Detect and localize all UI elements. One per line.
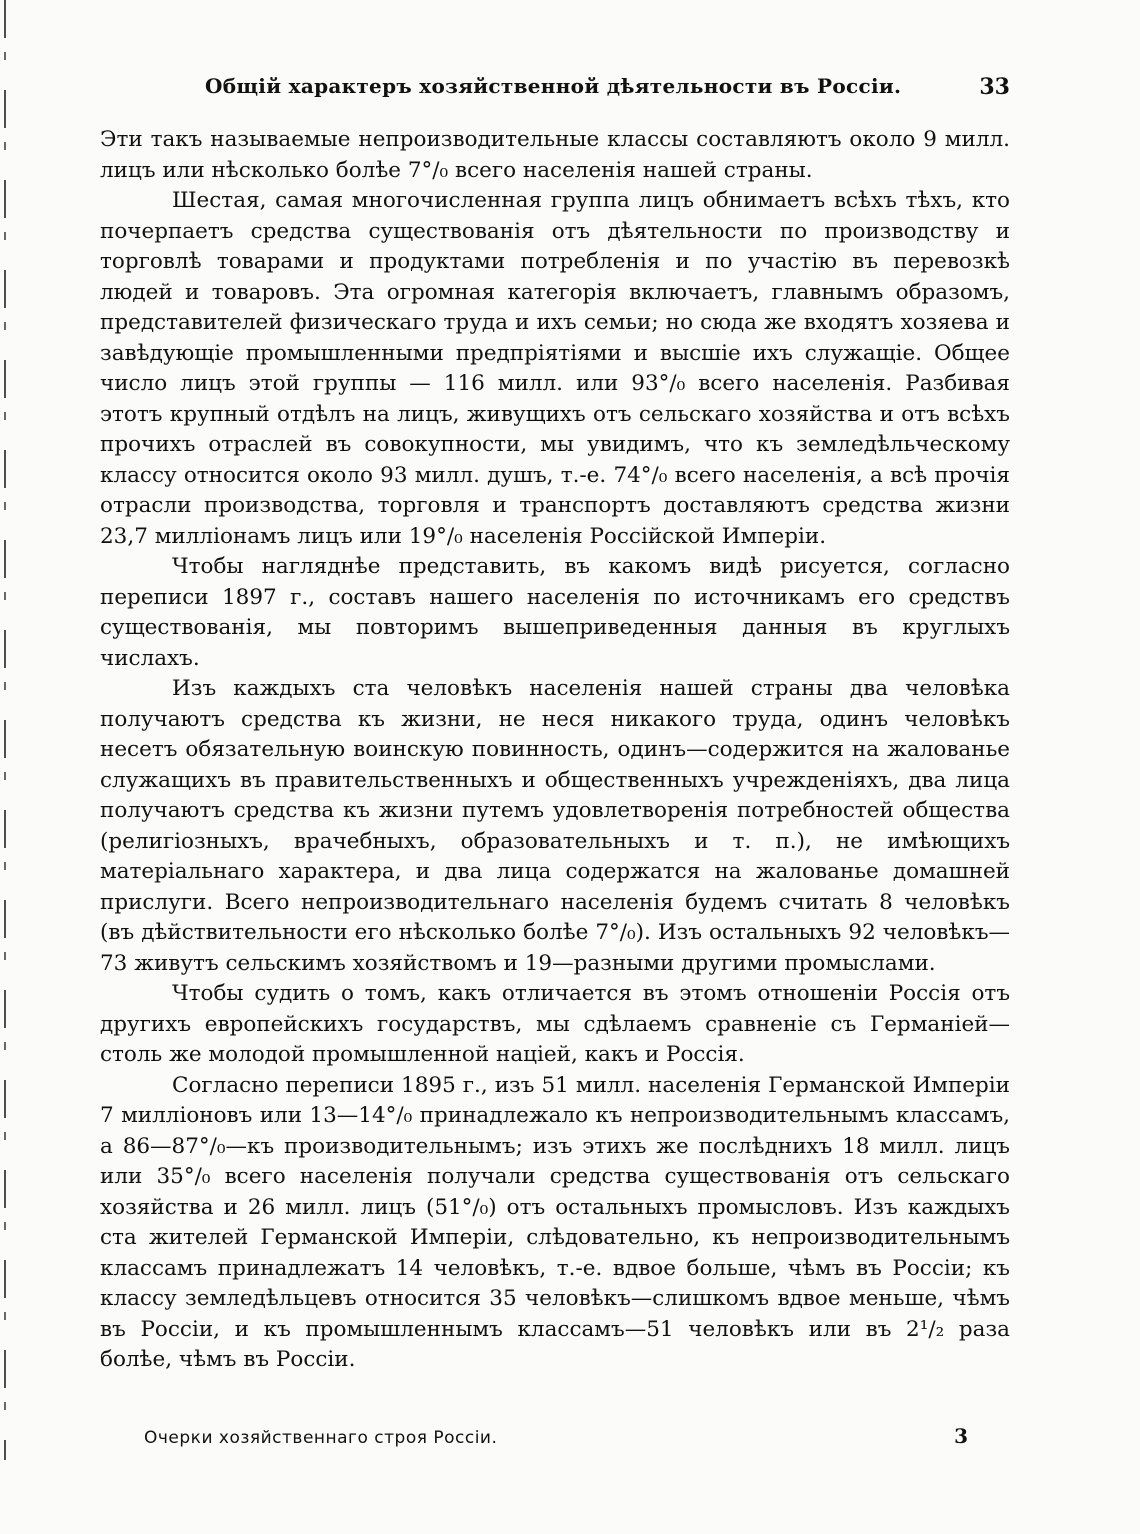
paragraph: Шестая, самая многочисленная группа лицъ обнимаетъ всѣхъ тѣхъ, кто почерпаетъ средства существованія отъ дѣятельности по производству и торговлѣ товарами и продуктами потребленія и по участію въ перевозкѣ людей и товаровъ. Эта огромная категорія включаетъ, главнымъ образомъ, представителей физическаго труда и ихъ семьи; но сюда же входятъ хозяева и завѣдующіе промышленными предпріятіями и высшіе ихъ служащіе. Общее число лицъ этой группы — 116 милл. или 93°/₀ всего населенія. Разбивая этотъ крупный отдѣлъ на лицъ, живущихъ отъ сельскаго хозяйства и отъ всѣхъ прочихъ отраслей въ совокупности, мы увидимъ, что къ земледѣльческому классу относится около 93 милл. душъ, т.-е. 74°/₀ всего населенія, а всѣ прочія отрасли производства, торговля и транспортъ доставляютъ средства жизни 23,7 милліонамъ лицъ или 19°/₀ населенія Россійской Имперіи. — [100, 188, 1010, 549]
body-text — [100, 125, 1010, 1376]
page-number: 33 — [979, 74, 1010, 100]
paragraph: Эти такъ называемые непроизводительные классы составляютъ около 9 милл. лицъ или нѣсколько болѣе 7°/₀ всего населенія нашей страны. — [100, 127, 1010, 183]
page-edge-shadow — [4, 0, 6, 1460]
running-header — [205, 74, 1010, 108]
running-title: Общій характеръ хозяйственной дѣятельности въ Россіи. — [205, 74, 902, 98]
paragraph: Чтобы нагляднѣе представить, въ какомъ видѣ рисуется, согласно переписи 1897 г., составъ нашего населенія по источникамъ его средствъ существованія, мы повторимъ вышеприведенныя данныя въ круглыхъ числахъ. — [100, 554, 1010, 671]
page-footer — [100, 1424, 1010, 1454]
footer-book-title: Очерки хозяйственнаго строя Россіи. — [144, 1428, 498, 1448]
paragraph: Изъ каждыхъ ста человѣкъ населенія нашей страны два человѣка получаютъ средства къ жизни, не неся никакого труда, одинъ человѣкъ несетъ обязательную воинскую повинность, одинъ—содержится на жалованье служащихъ въ правительственныхъ и общественныхъ учрежденіяхъ, два лица получаютъ средства къ жизни путемъ удовлетворенія потребностей общества (религіозныхъ, врачебныхъ, образовательныхъ и т. п.), не имѣющихъ матеріальнаго характера, и два лица содержатся на жалованье домашней прислуги. Всего непроизводительнаго населенія будемъ считать 8 человѣкъ (въ дѣйствительности его нѣсколько болѣе 7°/₀). Изъ остальныхъ 92 человѣкъ—73 живутъ сельскимъ хозяйствомъ и 19—разными другими промыслами. — [100, 676, 1010, 976]
printer-signature-mark: 3 — [954, 1424, 968, 1448]
paragraph: Согласно переписи 1895 г., изъ 51 милл. населенія Германской Имперіи 7 милліоновъ или 13—14°/₀ принадлежало къ непроизводительнымъ классамъ, а 86—87°/₀—къ производительнымъ; изъ этихъ же послѣднихъ 18 милл. лицъ или 35°/₀ всего населенія получали средства существованія отъ сельскаго хозяйства и 26 милл. лицъ (51°/₀) отъ остальныхъ промысловъ. Изъ каждыхъ ста жителей Германской Имперіи, слѣдовательно, къ непроизводительнымъ классамъ принадлежатъ 14 человѣкъ, т.-е. вдвое больше, чѣмъ въ Россіи; къ классу земледѣльцевъ относится 35 человѣкъ—слишкомъ вдвое меньше, чѣмъ въ Россіи, и къ промышленнымъ классамъ—51 человѣкъ или въ 2¹/₂ раза болѣе, чѣмъ въ Россіи. — [100, 1072, 1010, 1372]
paragraph: Чтобы судить о томъ, какъ отличается въ этомъ отношеніи Россія отъ другихъ европейскихъ государствъ, мы сдѣлаемъ сравненіе съ Германіей—столь же молодой промышленной націей, какъ и Россія. — [100, 981, 1010, 1067]
